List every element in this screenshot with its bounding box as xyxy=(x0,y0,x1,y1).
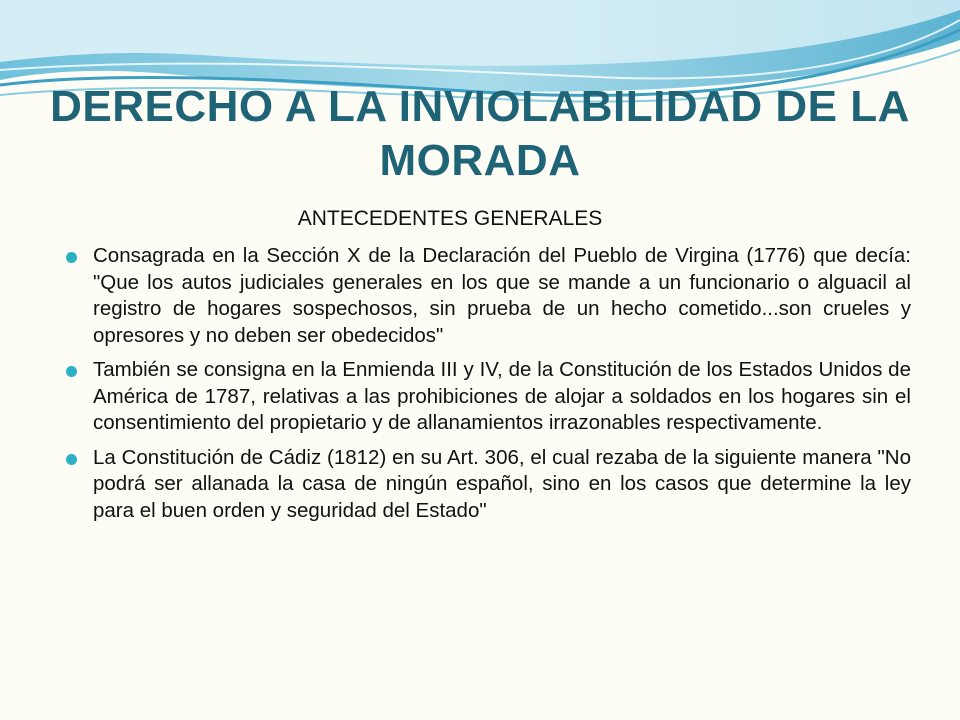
bullet-item xyxy=(66,445,911,525)
bullet-dot-icon xyxy=(66,454,77,465)
bullet-text: La Constitución de Cádiz (1812) en su Art. 306, el cual rezaba de la siguiente manera "No podrá ser allanada la casa de ningún español, sino en los casos que determine la ley para el buen orden y seguridad del Estado" xyxy=(93,445,911,522)
bullet-item xyxy=(66,357,911,437)
bullet-dot-icon xyxy=(66,366,77,377)
bullet-text: También se consigna en la Enmienda III y IV, de la Constitución de los Estados Unidos de América de 1787, relativas a las prohibiciones de alojar a soldados en los hogares sin el consentimiento del propietario y de allanamientos irrazonables respectivamente. xyxy=(93,358,911,434)
slide-subtitle: ANTECEDENTES GENERALES xyxy=(297,207,603,230)
bullet-list xyxy=(66,243,911,532)
bullet-item xyxy=(66,243,911,349)
bullet-text: Consagrada en la Sección X de la Declaración del Pueblo de Virgina (1776) que decía: "Que los autos judiciales generales en los que se mande a un funcionario o alguacil al registro de hogares sospechosos, sin prueba de un hecho cometido...son crueles y opresores y no deben ser obedecidos" xyxy=(93,244,911,347)
bullet-dot-icon xyxy=(66,252,77,263)
slide-title: DERECHO A LA INVIOLABILIDAD DE LA MORADA xyxy=(50,82,910,185)
